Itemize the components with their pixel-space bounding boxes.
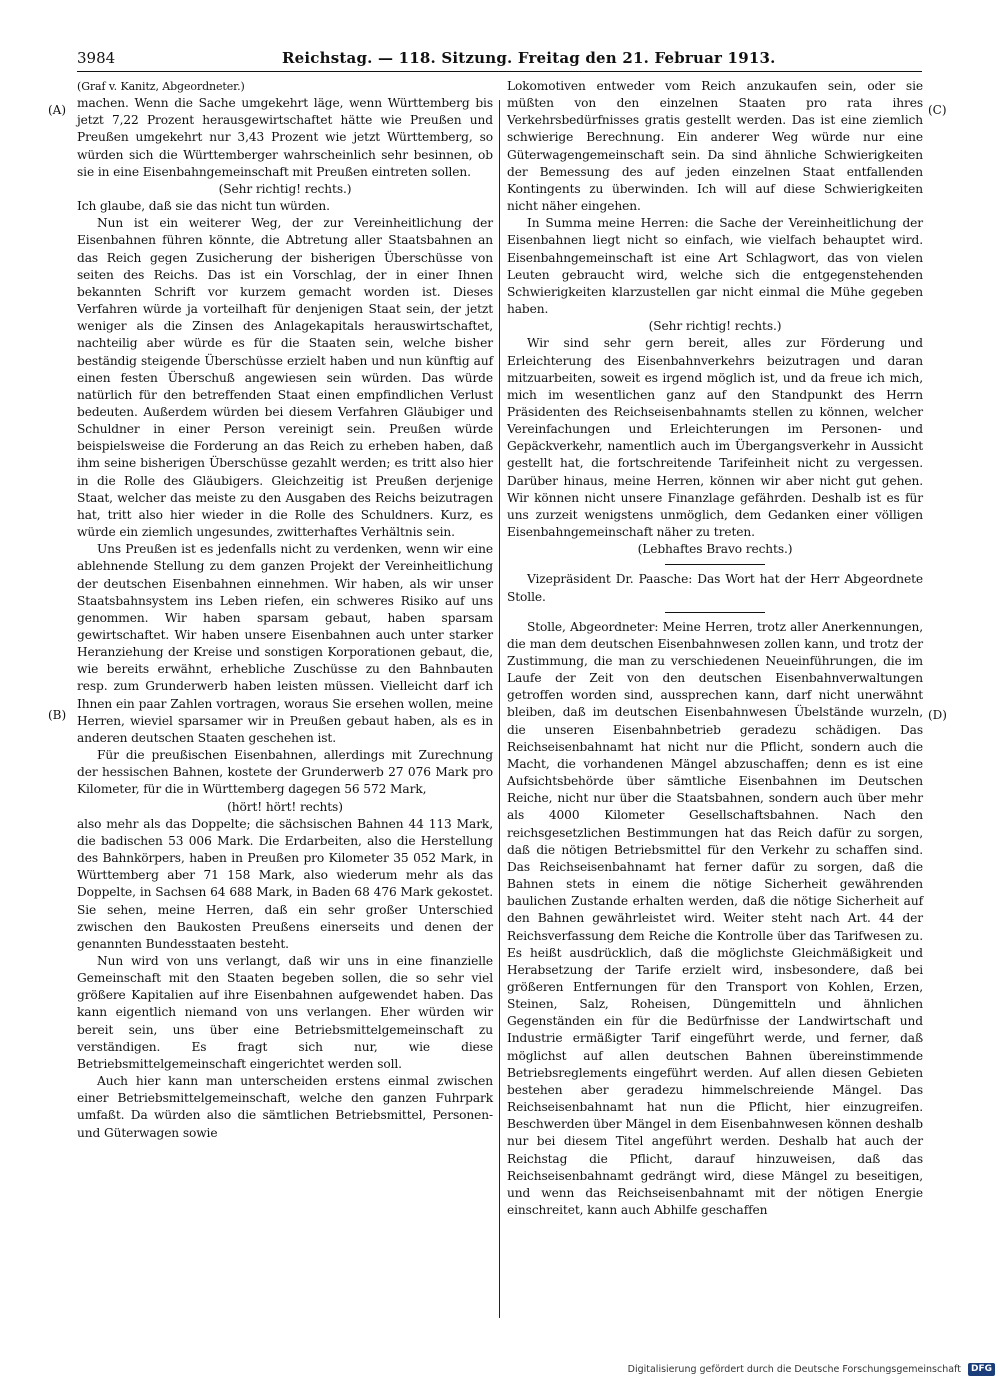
paragraph: Nun wird von uns verlangt, daß wir uns in eine finanzielle Gemeinschaft mit den Staaten begeben sollen, die so sehr viel größere Kapitalien auf ihre Eisenbahnen aufgewendet haben. Das kann eigentlich niemand von uns verlangen. Eher würden wir bereit sein, uns über eine Betriebsmittelgemeinschaft zu verständigen. Es fragt sich nur, wie diese Betriebsmittelgemeinschaft eingerichtet werden soll. <box>77 953 493 1071</box>
speaker-tag: (Graf v. Kanitz, Abgeordneter.) <box>77 80 245 93</box>
paragraph: Für die preußischen Eisenbahnen, allerdings mit Zurechnung der hessischen Bahnen, kostete der Grunderwerb 27 076 Mark pro Kilometer, für die in Württemberg dagegen 56 572 Mark, <box>77 748 493 797</box>
dfg-logo: DFG <box>968 1363 995 1376</box>
paragraph: Wir sind sehr gern bereit, alles zur Förderung und Erleichterung des Eisenbahnverkehrs beizutragen und daran mitzuarbeiten, soweit es irgend möglich ist, und da freue ich mich, mich im wesentlichen ganz auf den Standpunkt des Herrn Präsidenten des Reichseisenbahnamts stellen zu können, welcher Vereinfachungen und Erleichterungen im Personen- und Gepäckverkehr, namentlich auch im Übergangsverkehr in Aussicht gestellt hat, die fortschreitende Tarifeinheit nicht zu vergessen. Darüber hinaus, meine Herren, können wir aber nicht gut gehen. Wir können nicht unsere Finanzlage gefährden. Deshalb ist es für uns zurzeit wenigstens unmöglich, dem Gedanken einer völligen Eisenbahngemeinschaft näher zu treten. <box>507 336 923 540</box>
margin-mark-b: (B) <box>48 708 67 722</box>
paragraph: In Summa meine Herren: die Sache der Vereinheitlichung der Eisenbahnen liegt nicht so einfach, wie vielfach behauptet wird. Eisenbahngemeinschaft ist eine Art Schlagwort, das von vielen Leuten gebraucht wird, welche sich die entgegenstehenden Schwierigkeiten klarzustellen gar nicht einmal die Mühe gegeben haben. <box>507 216 923 317</box>
page-number: 3984 <box>77 49 116 67</box>
running-title: Reichstag. — 118. Sitzung. Freitag den 21. Februar 1913. <box>282 49 776 67</box>
section-rule <box>665 564 765 565</box>
paragraph: Auch hier kann man unterscheiden erstens einmal zwischen einer Betriebsmittelgemeinschaft, welche den ganzen Fuhrpark umfaßt. Da würden also die sämtlichen Betriebsmittel, Personen- und Güterwagen sowie <box>77 1074 493 1140</box>
margin-mark-d: (D) <box>928 708 947 722</box>
margin-mark-a: (A) <box>48 103 67 117</box>
paragraph: Uns Preußen ist es jedenfalls nicht zu verdenken, wenn wir eine ablehnende Stellung zu dem ganzen Projekt der Vereinheitlichung der deutschen Eisenbahnen einnehmen. Wir haben, als wir unser Staatsbahnsystem ins Leben riefen, ein schweres Risiko auf uns genommen. Wir haben sparsam gebaut, haben sparsam gewirtschaftet. Wir haben unsere Eisenbahnen auch unter starker Heranziehung der Kreise und sonstigen Korporationen gebaut, die, wie bereits erwähnt, erhebliche Zuschüsse zu den Bahnbauten resp. zum Grunderwerb haben leisten müssen. Vielleicht darf ich Ihnen ein paar Zahlen vortragen, woraus Sie ersehen wollen, meine Herren, wieviel sparsamer wir in Preußen gebaut haben, als es in anderen deutschen Staaten geschehen ist. <box>77 542 493 745</box>
interjection: (Sehr richtig! rechts.) <box>648 319 782 334</box>
paragraph: Lokomotiven entweder vom Reich anzukaufen sein, oder sie müßten von den einzelnen Staaten pro rata ihres Verkehrsbedürfnisses gratis gestellt werden. Das ist eine ziemlich schwierige Berechnung. Ein anderer Weg würde nur eine Güterwagengemeinschaft sein. Da sind ähnliche Schwierigkeiten der Bemessung des auf jeden einzelnen Staat entfallenden Kontingents zu überwinden. Ich will auf diese Schwierigkeiten nicht näher eingehen. <box>507 79 923 214</box>
interjection: (Lebhaftes Bravo rechts.) <box>637 542 793 557</box>
header-rule <box>77 71 922 72</box>
paragraph: also mehr als das Doppelte; die sächsischen Bahnen 44 113 Mark, die badischen 53 006 Mark. Die Erdarbeiten, also die Herstellung des Bahnkörpers, haben in Preußen pro Kilometer 35 052 Mark, in Württemberg aber 71 158 Mark, also wiederum mehr als das Doppelte, in Sachsen 64 688 Mark, in Baden 68 476 Mark gekostet. Sie sehen, meine Herren, daß ein sehr großer Unterschied zwischen den Baukosten Preußens einerseits und denen der genannten Bundesstaaten besteht. <box>77 816 493 951</box>
interjection: (hört! hört! rechts) <box>227 799 343 814</box>
page-header <box>77 47 922 73</box>
paragraph: Nun ist ein weiterer Weg, der zur Vereinheitlichung der Eisenbahnen führen könnte, die Abtretung aller Staatsbahnen an das Reich gegen Zusicherung der bisherigen Überschüsse von seiten des Reichs. Das ist ein Vorschlag, der in einer Ihnen bekannten Schrift vor kurzem gemacht worden ist. Dieses Verfahren würde ja vorteilhaft für denjenigen Staat sein, der jetzt weniger als die Zinsen des Anlagekapitals herauswirtschaftet, nachteilig aber würde es für die Staaten sein, welche bisher beständig steigende Überschüsse erzielt haben und nun künftig auf einen festen Überschuß angewiesen sein würden. Das würde natürlich für den betreffenden Staat einen empfindlichen Verlust bedeuten. Außerdem würden bei diesem Verfahren Gläubiger und Schuldner in einer Person vereinigt sein. Preußen würde beispielsweise die Forderung an das Reich zu erheben haben, daß ihm seine bisherigen Überschüsse gezahlt werden; es tritt also hier in die Rolle des Gläubigers. Gleichzeitig ist Preußen derjenige Staat, welcher das meiste zu den Ausgaben des Reichs beizutragen hat, tritt also hier wieder in die Rolle des Schuldners. Kurz, es würde ein ziemlich ungesundes, zwitterhaftes Verhältnis sein. <box>77 216 493 540</box>
margin-mark-c: (C) <box>928 103 947 117</box>
section-rule <box>665 612 765 613</box>
interjection: (Sehr richtig! rechts.) <box>218 181 352 196</box>
paragraph: machen. Wenn die Sache umgekehrt läge, wenn Württemberg bis jetzt 7,22 Prozent herausgewirtschaftet hätte wie Preußen und Preußen umgekehrt nur 3,43 Prozent wie jetzt Württemberg, so würden sich die Württemberger wahrscheinlich sehr besinnen, ob sie in eine Eisenbahngemeinschaft mit Preußen eintreten sollen. <box>77 96 493 179</box>
column-divider <box>499 100 500 1318</box>
speech-paragraph: Stolle, Abgeordneter: Meine Herren, trotz aller Anerkennungen, die man dem deutschen Eisenbahnwesen zollen kann, und trotz der Zustimmung, die man zu verschiedenen Neueinführungen, die im Laufe der Zeit von den deutschen Eisenbahnverwaltungen getroffen worden sind, aussprechen kann, darf nicht unerwähnt bleiben, daß im deutschen Eisenbahnwesen Übelstände wurzeln, die unseren Eisenbahnbetrieb geradezu schädigen. Das Reichseisenbahnamt hat nicht nur die Pflicht, sondern auch die Macht, die vorhandenen Mängel abzuschaffen; denn es ist eine Aufsichtsbehörde über sämtliche Eisenbahnen im Deutschen Reiche, nicht nur über die Staatsbahnen, sondern auch über mehr als 4000 Kilometer Gesellschaftsbahnen. Nach den reichsgesetzlichen Bestimmungen hat das Reich dafür zu sorgen, daß die nötigen Betriebsmittel für den Verkehr zu schaffen sind. Das Reichseisenbahnamt hat ferner dafür zu sorgen, daß die Bahnen stets in einem die nötige Sicherheit gewährenden baulichen Zustande erhalten werden, daß die nötige Sicherheit auf den Bahnen gewährleistet wird. Weiter steht nach Art. 44 der Reichsverfassung dem Reiche die Kontrolle über das Tarifwesen zu. Es heißt ausdrücklich, daß die möglichste Gleichmäßigkeit und Herabsetzung der Tarife erzielt wird, insbesondere, daß bei größeren Entfernungen für den Transport von Kohlen, Erzen, Steinen, Salz, Roheisen, Düngemitteln und ähnlichen Gegenständen ein für die Bedürfnisse der Landwirtschaft und Industrie ermäßigter Tarif eingeführt werde, und ferner, daß möglichst auf allen deutschen Bahnen übereinstimmende Betriebsreglements eingeführt werden. Auf allen diesen Gebieten bestehen aber geradezu himmelschreiende Mängel. Das Reichseisenbahnamt hat nun die Pflicht, hier einzugreifen. Beschwerden über Mängel in dem Eisenbahnwesen können deshalb nur bei diesem Titel angeführt werden. Deshalb hat auch der Reichstag die Pflicht, darauf hinzuweisen, daß das Reichseisenbahnamt gedrängt wird, diese Mängel zu beseitigen, und wenn das Reichseisenbahnamt mit der nötigen Energie einschreitet, kann auch Abhilfe geschaffen <box>507 619 923 1217</box>
digitization-credit <box>605 1363 995 1379</box>
chair-announcement: Vizepräsident Dr. Paasche: Das Wort hat der Herr Abgeordnete Stolle. <box>507 572 923 604</box>
right-column <box>507 78 923 1219</box>
credit-text: Digitalisierung gefördert durch die Deutsche Forschungsgemeinschaft <box>627 1364 961 1375</box>
paragraph: Ich glaube, daß sie das nicht tun würden. <box>77 199 330 214</box>
left-column <box>77 78 493 1142</box>
